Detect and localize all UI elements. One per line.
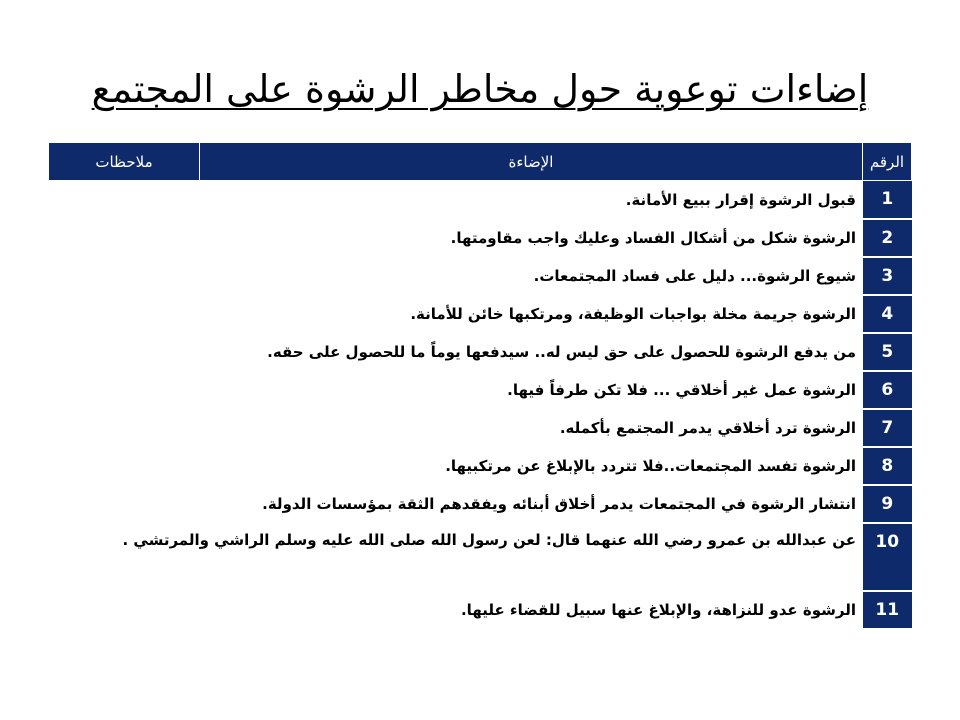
table-row [49,485,912,523]
row-number: 11 [863,591,912,629]
page-title: إضاءات توعوية حول مخاطر الرشوة على المجتمع [91,67,869,111]
header-notes: ملاحظات [49,143,200,181]
table-header-row [49,143,912,181]
row-number: 3 [863,257,912,295]
table-row [49,333,912,371]
table-row [49,257,912,295]
row-text: الرشوة عدو للنزاهة، والإبلاغ عنها سبيل للقضاء عليها. [49,591,863,629]
row-number: 4 [863,295,912,333]
table-row [49,409,912,447]
row-number: 10 [863,523,912,591]
row-number: 7 [863,409,912,447]
row-text: شيوع الرشوة... دليل على فساد المجتمعات. [49,257,863,295]
row-text: الرشوة ترد أخلاقي يدمر المجتمع بأكمله. [49,409,863,447]
row-number: 2 [863,219,912,257]
table-row [49,523,912,591]
table-row [49,219,912,257]
row-number: 9 [863,485,912,523]
row-number: 8 [863,447,912,485]
row-text: الرشوة تفسد المجتمعات..فلا تتردد بالإبلاغ عن مرتكبيها. [49,447,863,485]
row-text: الرشوة شكل من أشكال الفساد وعليك واجب مقاومتها. [49,219,863,257]
table-row [49,295,912,333]
row-text: الرشوة عمل غير أخلاقي ... فلا تكن طرفاً فيها. [49,371,863,409]
table-row [49,181,912,219]
row-text: عن عبدالله بن عمرو رضي الله عنهما قال: لعن رسول الله صلى الله عليه وسلم الراشي والمرتشي . [49,523,863,591]
table-row [49,371,912,409]
row-text: انتشار الرشوة في المجتمعات يدمر أخلاق أبنائه ويفقدهم الثقة بمؤسسات الدولة. [49,485,863,523]
row-number: 6 [863,371,912,409]
awareness-table [48,142,912,630]
row-number: 1 [863,181,912,219]
table-row [49,591,912,629]
row-text: الرشوة جريمة مخلة بواجبات الوظيفة، ومرتكبها خائن للأمانة. [49,295,863,333]
header-number: الرقم [863,143,912,181]
row-number: 5 [863,333,912,371]
table-row [49,447,912,485]
header-item: الإضاءة [200,143,863,181]
row-text: من يدفع الرشوة للحصول على حق ليس له.. سيدفعها يوماً ما للحصول على حقه. [49,333,863,371]
row-text: قبول الرشوة إقرار ببيع الأمانة. [49,181,863,219]
